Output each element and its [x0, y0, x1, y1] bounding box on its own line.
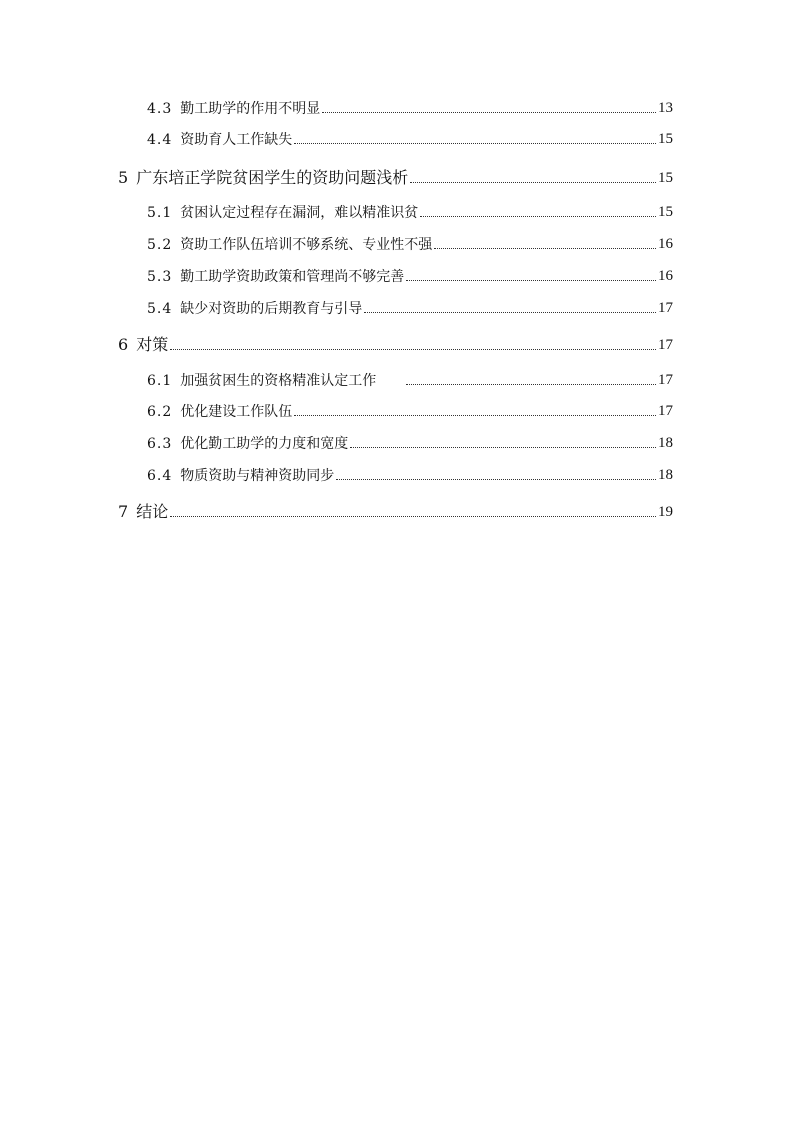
toc-entry-6-4[interactable]	[147, 468, 673, 483]
toc-entry-page: 15	[658, 170, 673, 186]
toc-entry-7[interactable]	[118, 504, 673, 520]
toc-entry-title: 优化建设工作队伍	[180, 404, 293, 420]
toc-entry-page: 13	[658, 100, 673, 116]
toc-entry-6-1[interactable]	[147, 373, 673, 388]
toc-entry-number: 6.2	[147, 404, 173, 420]
toc-entry-title: 结论	[136, 502, 169, 521]
toc-entry-number: 5.3	[147, 269, 173, 285]
toc-entry-number: 6	[118, 335, 129, 354]
toc-entry-title: 资助育人工作缺失	[180, 132, 293, 148]
toc-dot-leader	[434, 248, 656, 249]
toc-entry-page: 16	[658, 268, 673, 284]
toc-entry-page: 15	[658, 204, 673, 220]
toc-entry-title: 资助工作队伍培训不够系统、专业性不强	[180, 237, 433, 253]
toc-entry-page: 18	[658, 467, 673, 483]
toc-entry-title: 物质资助与精神资助同步	[180, 468, 335, 484]
toc-entry-number: 6.4	[147, 468, 173, 484]
toc-entry-page: 16	[658, 236, 673, 252]
toc-entry-number: 5	[118, 168, 129, 187]
toc-entry-page: 19	[658, 504, 673, 520]
toc-entry-title: 对策	[136, 335, 169, 354]
toc-entry-number: 5.1	[147, 205, 173, 221]
toc-entry-title: 优化勤工助学的力度和宽度	[180, 436, 349, 452]
toc-entry-number: 4.4	[147, 132, 173, 148]
toc-entry-number: 5.2	[147, 237, 173, 253]
toc-entry-4-4[interactable]	[147, 132, 673, 147]
toc-dot-leader	[170, 516, 656, 517]
toc-entry-number: 6.1	[147, 373, 173, 389]
toc-dot-leader	[420, 216, 656, 217]
toc-entry-5[interactable]	[118, 170, 673, 186]
toc-entry-title: 广东培正学院贫困学生的资助问题浅析	[136, 168, 409, 187]
toc-entry-page: 15	[658, 131, 673, 147]
toc-entry-title: 贫困认定过程存在漏洞，难以精准识贫	[180, 205, 419, 221]
toc-entry-6-2[interactable]	[147, 404, 673, 419]
toc-entry-number: 6.3	[147, 436, 173, 452]
toc-entry-5-3[interactable]	[147, 269, 673, 284]
toc-entry-number: 7	[118, 502, 129, 521]
toc-entry-title: 加强贫困生的资格精准认定工作	[180, 373, 377, 389]
toc-entry-page: 17	[658, 372, 673, 388]
toc-entry-number: 5.4	[147, 301, 173, 317]
toc-entry-number: 4.3	[147, 101, 173, 117]
toc-entry-5-4[interactable]	[147, 301, 673, 316]
toc-dot-leader	[336, 479, 656, 480]
toc-dot-leader	[294, 415, 656, 416]
toc-dot-leader	[406, 384, 656, 385]
toc-entry-title: 勤工助学的作用不明显	[180, 101, 321, 117]
toc-entry-page: 17	[658, 300, 673, 316]
toc-dot-leader	[350, 447, 656, 448]
toc-dot-leader	[364, 312, 656, 313]
toc-entry-5-1[interactable]	[147, 205, 673, 220]
toc-dot-leader	[294, 143, 656, 144]
toc-entry-title: 勤工助学资助政策和管理尚不够完善	[180, 269, 405, 285]
toc-dot-leader	[410, 182, 656, 183]
toc-dot-leader	[322, 112, 656, 113]
toc-entry-4-3[interactable]	[147, 101, 673, 116]
toc-dot-leader	[406, 280, 656, 281]
toc-entry-title: 缺少对资助的后期教育与引导	[180, 301, 363, 317]
toc-dot-leader	[170, 349, 656, 350]
toc-entry-6[interactable]	[118, 337, 673, 353]
toc-entry-6-3[interactable]	[147, 436, 673, 451]
toc-entry-5-2[interactable]	[147, 237, 673, 252]
toc-entry-page: 17	[658, 337, 673, 353]
toc-entry-page: 17	[658, 403, 673, 419]
toc-entry-page: 18	[658, 435, 673, 451]
